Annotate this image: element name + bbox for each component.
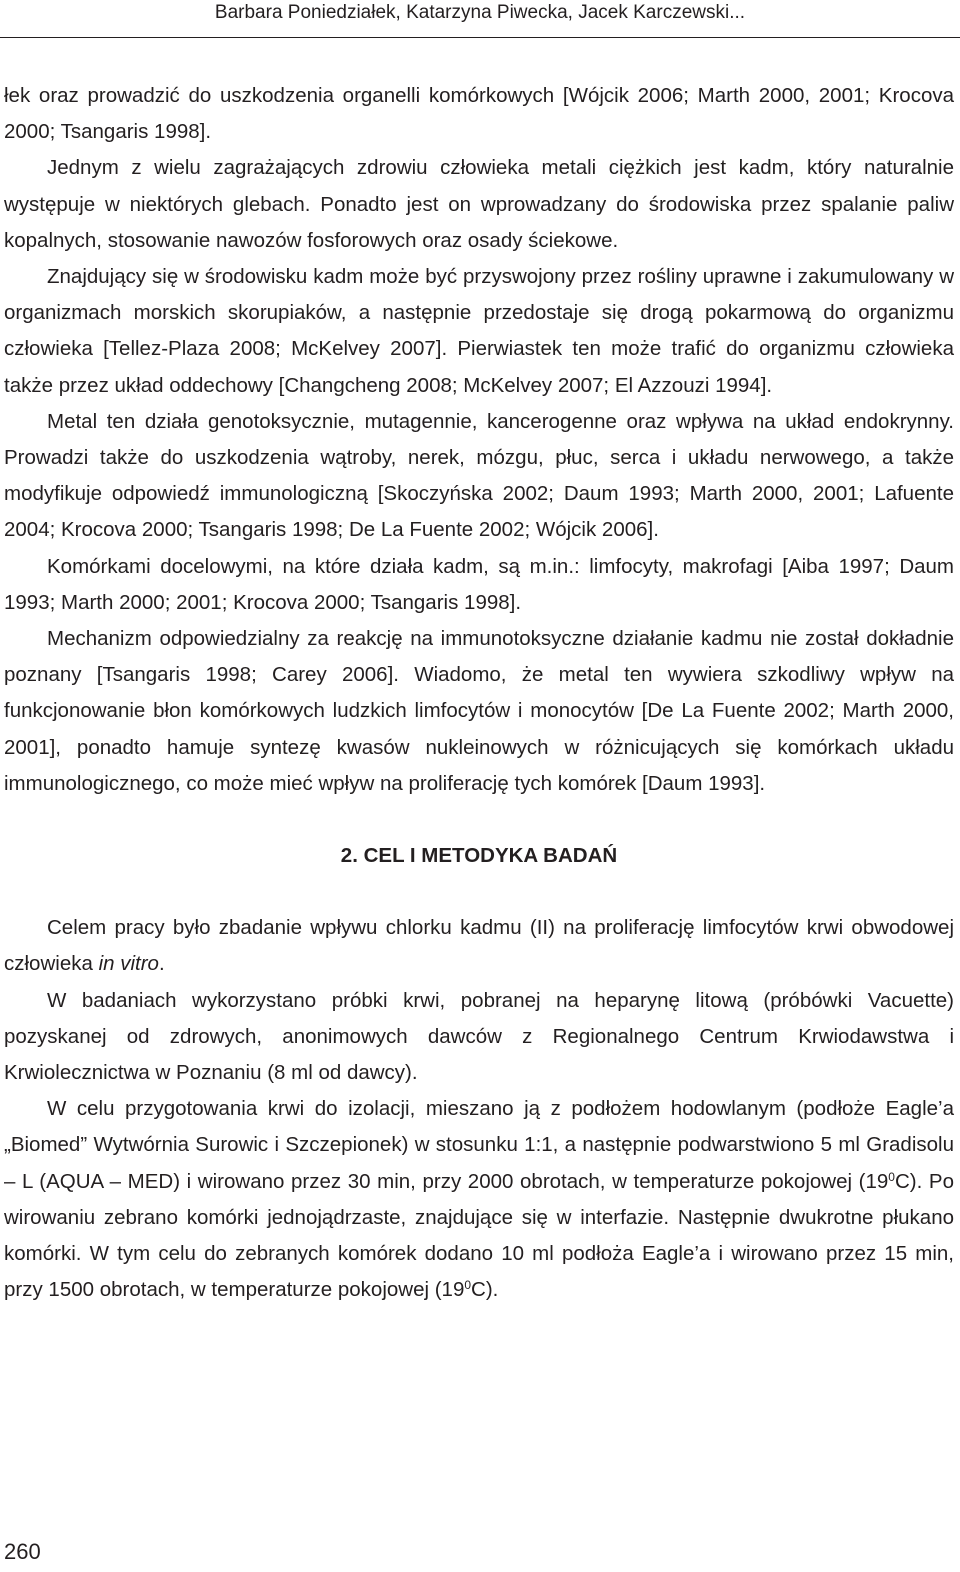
superscript: 0 [888, 1169, 895, 1184]
text-run: C). Po wirowaniu zebrano komórki jednojądrzaste, znajdujące się w interfazie. Następnie dwukrotne płukano komórki. W tym celu do zebranych komórek dodano 10 ml podłoża Eagle’a i wirowano przez 15 min, przy 1500 obrotach, w temperaturze pokojowej (19 [4, 1169, 954, 1302]
superscript: 0 [464, 1278, 472, 1293]
text-run: Celem pracy było zbadanie wpływu chlorku kadmu (II) na proliferację limfocytów krwi obwodowej człowieka [4, 916, 954, 976]
paragraph: Jednym z wielu zagrażających zdrowiu człowieka metali ciężkich jest kadm, który naturalnie występuje w niektórych glebach. Ponadto jest on wprowadzany do środowiska przez spalanie paliw kopalnych, stosowanie nawozów fosforowych oraz osady ściekowe. [4, 156, 954, 252]
paragraph [4, 1091, 954, 1308]
running-header: Barbara Poniedziałek, Katarzyna Piwecka, Jacek Karczewski... [214, 2, 746, 23]
text-run: W celu przygotowania krwi do izolacji, mieszano ją z podłożem hodowlanym (podłoże Eagle’a „Biomed” Wytwórnia Surowic i Szczepionek) w stosunku 1:1, a następnie podwarstwiono 5 ml Gradisolu – L (AQUA – MED) i wirowano przez 30 min, przy 2000 obrotach, w temperaturze pokojowej (19 [4, 1097, 954, 1193]
paragraph-continued: łek oraz prowadzić do uszkodzenia organelli komórkowych [Wójcik 2006; Marth 2000, 2001; Krocova 2000; Tsangaris 1998]. [4, 84, 954, 144]
paragraph: Komórkami docelowymi, na które działa kadm, są m.in.: limfocyty, makrofagi [Aiba 1997; Daum 1993; Marth 2000; 2001; Krocova 2000; Tsangaris 1998]. [4, 554, 954, 614]
body-text [4, 78, 954, 1309]
section-heading: 2. CEL I METODYKA BADAŃ [340, 844, 618, 868]
paragraph: W badaniach wykorzystano próbki krwi, pobranej na heparynę litową (próbówki Vacuette) pozyskanej od zdrowych, anonimowych dawców z Regionalnego Centrum Krwiodawstwa i Krwiolecznictwa w Poznaniu (8 ml od dawcy). [4, 988, 954, 1085]
paragraph [4, 910, 954, 982]
paragraph: Znajdujący się w środowisku kadm może być przyswojony przez rośliny uprawne i zakumulowany w organizmach morskich skorupiaków, a następnie przedostaje się drogą pokarmową do organizmu człowieka [Tellez-Plaza 2008; McKelvey 2007]. Pierwiastek ten może trafić do organizmu człowieka także przez układ oddechowy [Changcheng 2008; McKelvey 2007; El Azzouzi 1994]. [4, 265, 954, 397]
header-rule [0, 37, 960, 38]
paragraph: Metal ten działa genotoksycznie, mutagennie, kancerogenne oraz wpływa na układ endokrynny. Prowadzi także do uszkodzenia wątroby, nerek, mózgu, płuc, serca i układu nerwowego, a także modyfikuje odpowiedź immunologiczną [Skoczyńska 2002; Daum 1993; Marth 2000, 2001; Lafuente 2004; Krocova 2000; Tsangaris 1998; De La Fuente 2002; Wójcik 2006]. [4, 409, 954, 542]
page-number: 260 [4, 1539, 41, 1564]
text-run: . [158, 952, 165, 976]
paragraph: Mechanizm odpowiedzialny za reakcję na immunotoksyczne działanie kadmu nie został dokładnie poznany [Tsangaris 1998; Carey 2006]. Wiadomo, że metal ten wywiera szkodliwy wpływ na funkcjonowanie błon komórkowych ludzkich limfocytów i monocytów [De La Fuente 2002; Marth 2000, 2001], ponadto hamuje syntezę kwasów nukleinowych w różnicujących się komórkach układu immunologicznego, co może mieć wpływ na proliferację tych komórek [Daum 1993]. [4, 627, 954, 795]
italic-text: in vitro [98, 952, 159, 976]
text-run: C). [471, 1278, 499, 1302]
